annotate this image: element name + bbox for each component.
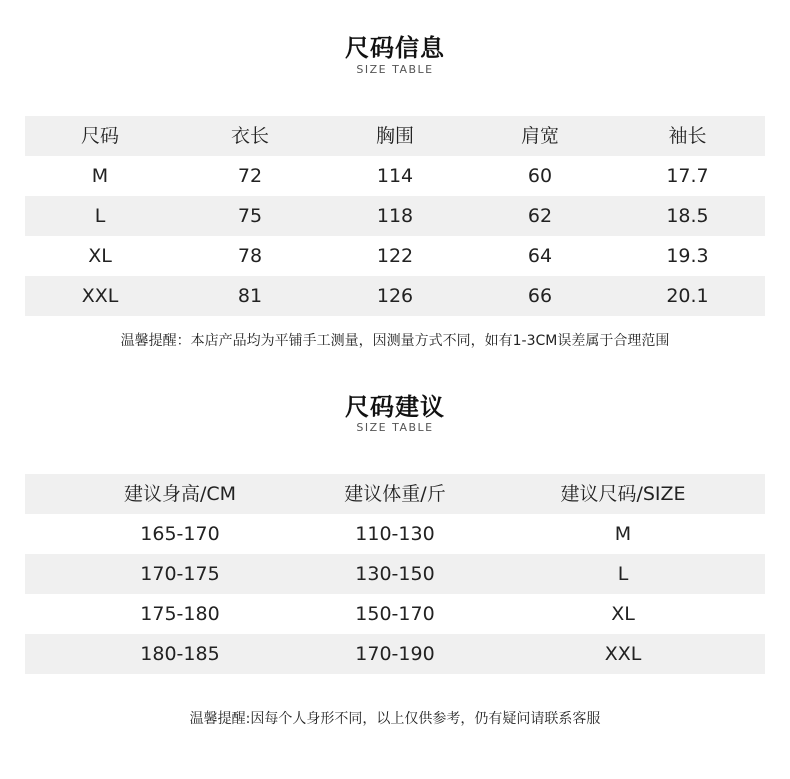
table-cell: XL: [611, 603, 635, 625]
table-cell: XL: [88, 245, 112, 267]
table-row: [25, 156, 765, 196]
table-cell: 118: [376, 205, 414, 227]
reference-note: 温馨提醒:因每个人身形不同，以上仅供参考，仍有疑问请联系客服: [189, 711, 601, 727]
table-cell: 72: [237, 165, 263, 187]
table-cell: 114: [376, 165, 414, 187]
table-cell: 62: [527, 205, 553, 227]
size-info-title: 尺码信息: [345, 34, 445, 62]
table-cell: 17.7: [666, 165, 709, 187]
table-cell: 78: [237, 245, 263, 267]
size-advice-title: 尺码建议: [345, 393, 445, 421]
table-row: [25, 276, 765, 316]
measurement-note: 温馨提醒：本店产品均为平铺手工测量，因测量方式不同，如有1-3CM误差属于合理范围: [120, 333, 670, 349]
table-cell: 130-150: [355, 563, 435, 585]
table-row: [25, 554, 765, 594]
table-row: [25, 196, 765, 236]
size-info-table: [25, 116, 765, 316]
table-cell: 66: [527, 285, 553, 307]
table-cell: 81: [237, 285, 263, 307]
table-cell: L: [94, 205, 106, 227]
header-cell-chest: 胸围: [375, 125, 414, 147]
table-cell: 60: [527, 165, 553, 187]
table-cell: L: [617, 563, 629, 585]
header-cell-length: 衣长: [230, 125, 269, 147]
table-cell: 64: [527, 245, 553, 267]
table-row: [25, 514, 765, 554]
table-cell: 20.1: [666, 285, 709, 307]
table-cell: 170-190: [355, 643, 435, 665]
table-cell: 175-180: [140, 603, 220, 625]
table-cell: 180-185: [140, 643, 220, 665]
table-cell: 75: [237, 205, 263, 227]
header-cell-weight: 建议体重/斤: [344, 483, 446, 505]
table-cell: 126: [376, 285, 414, 307]
table-cell: M: [614, 523, 632, 545]
size-info-subtitle: SIZE TABLE: [356, 63, 434, 76]
header-cell-height: 建议身高/CM: [123, 483, 237, 505]
table-cell: 122: [376, 245, 414, 267]
size-advice-subtitle: SIZE TABLE: [356, 421, 434, 434]
table-cell: M: [91, 165, 109, 187]
header-cell-recommended-size: 建议尺码/SIZE: [560, 483, 686, 505]
table-cell: 170-175: [140, 563, 220, 585]
header-cell-shoulder: 肩宽: [520, 125, 559, 147]
table-cell: XXL: [81, 285, 119, 307]
table-cell: 18.5: [666, 205, 709, 227]
table-cell: 110-130: [355, 523, 435, 545]
header-cell-sleeve: 袖长: [668, 125, 707, 147]
table-cell: 150-170: [355, 603, 435, 625]
table-row: [25, 634, 765, 674]
table-row: [25, 236, 765, 276]
table-cell: 19.3: [666, 245, 709, 267]
table-header-row: [25, 474, 765, 514]
size-advice-table: [25, 474, 765, 674]
table-cell: 165-170: [140, 523, 220, 545]
header-cell-size: 尺码: [80, 125, 119, 147]
table-header-row: [25, 116, 765, 156]
table-cell: XXL: [604, 643, 642, 665]
table-row: [25, 594, 765, 634]
